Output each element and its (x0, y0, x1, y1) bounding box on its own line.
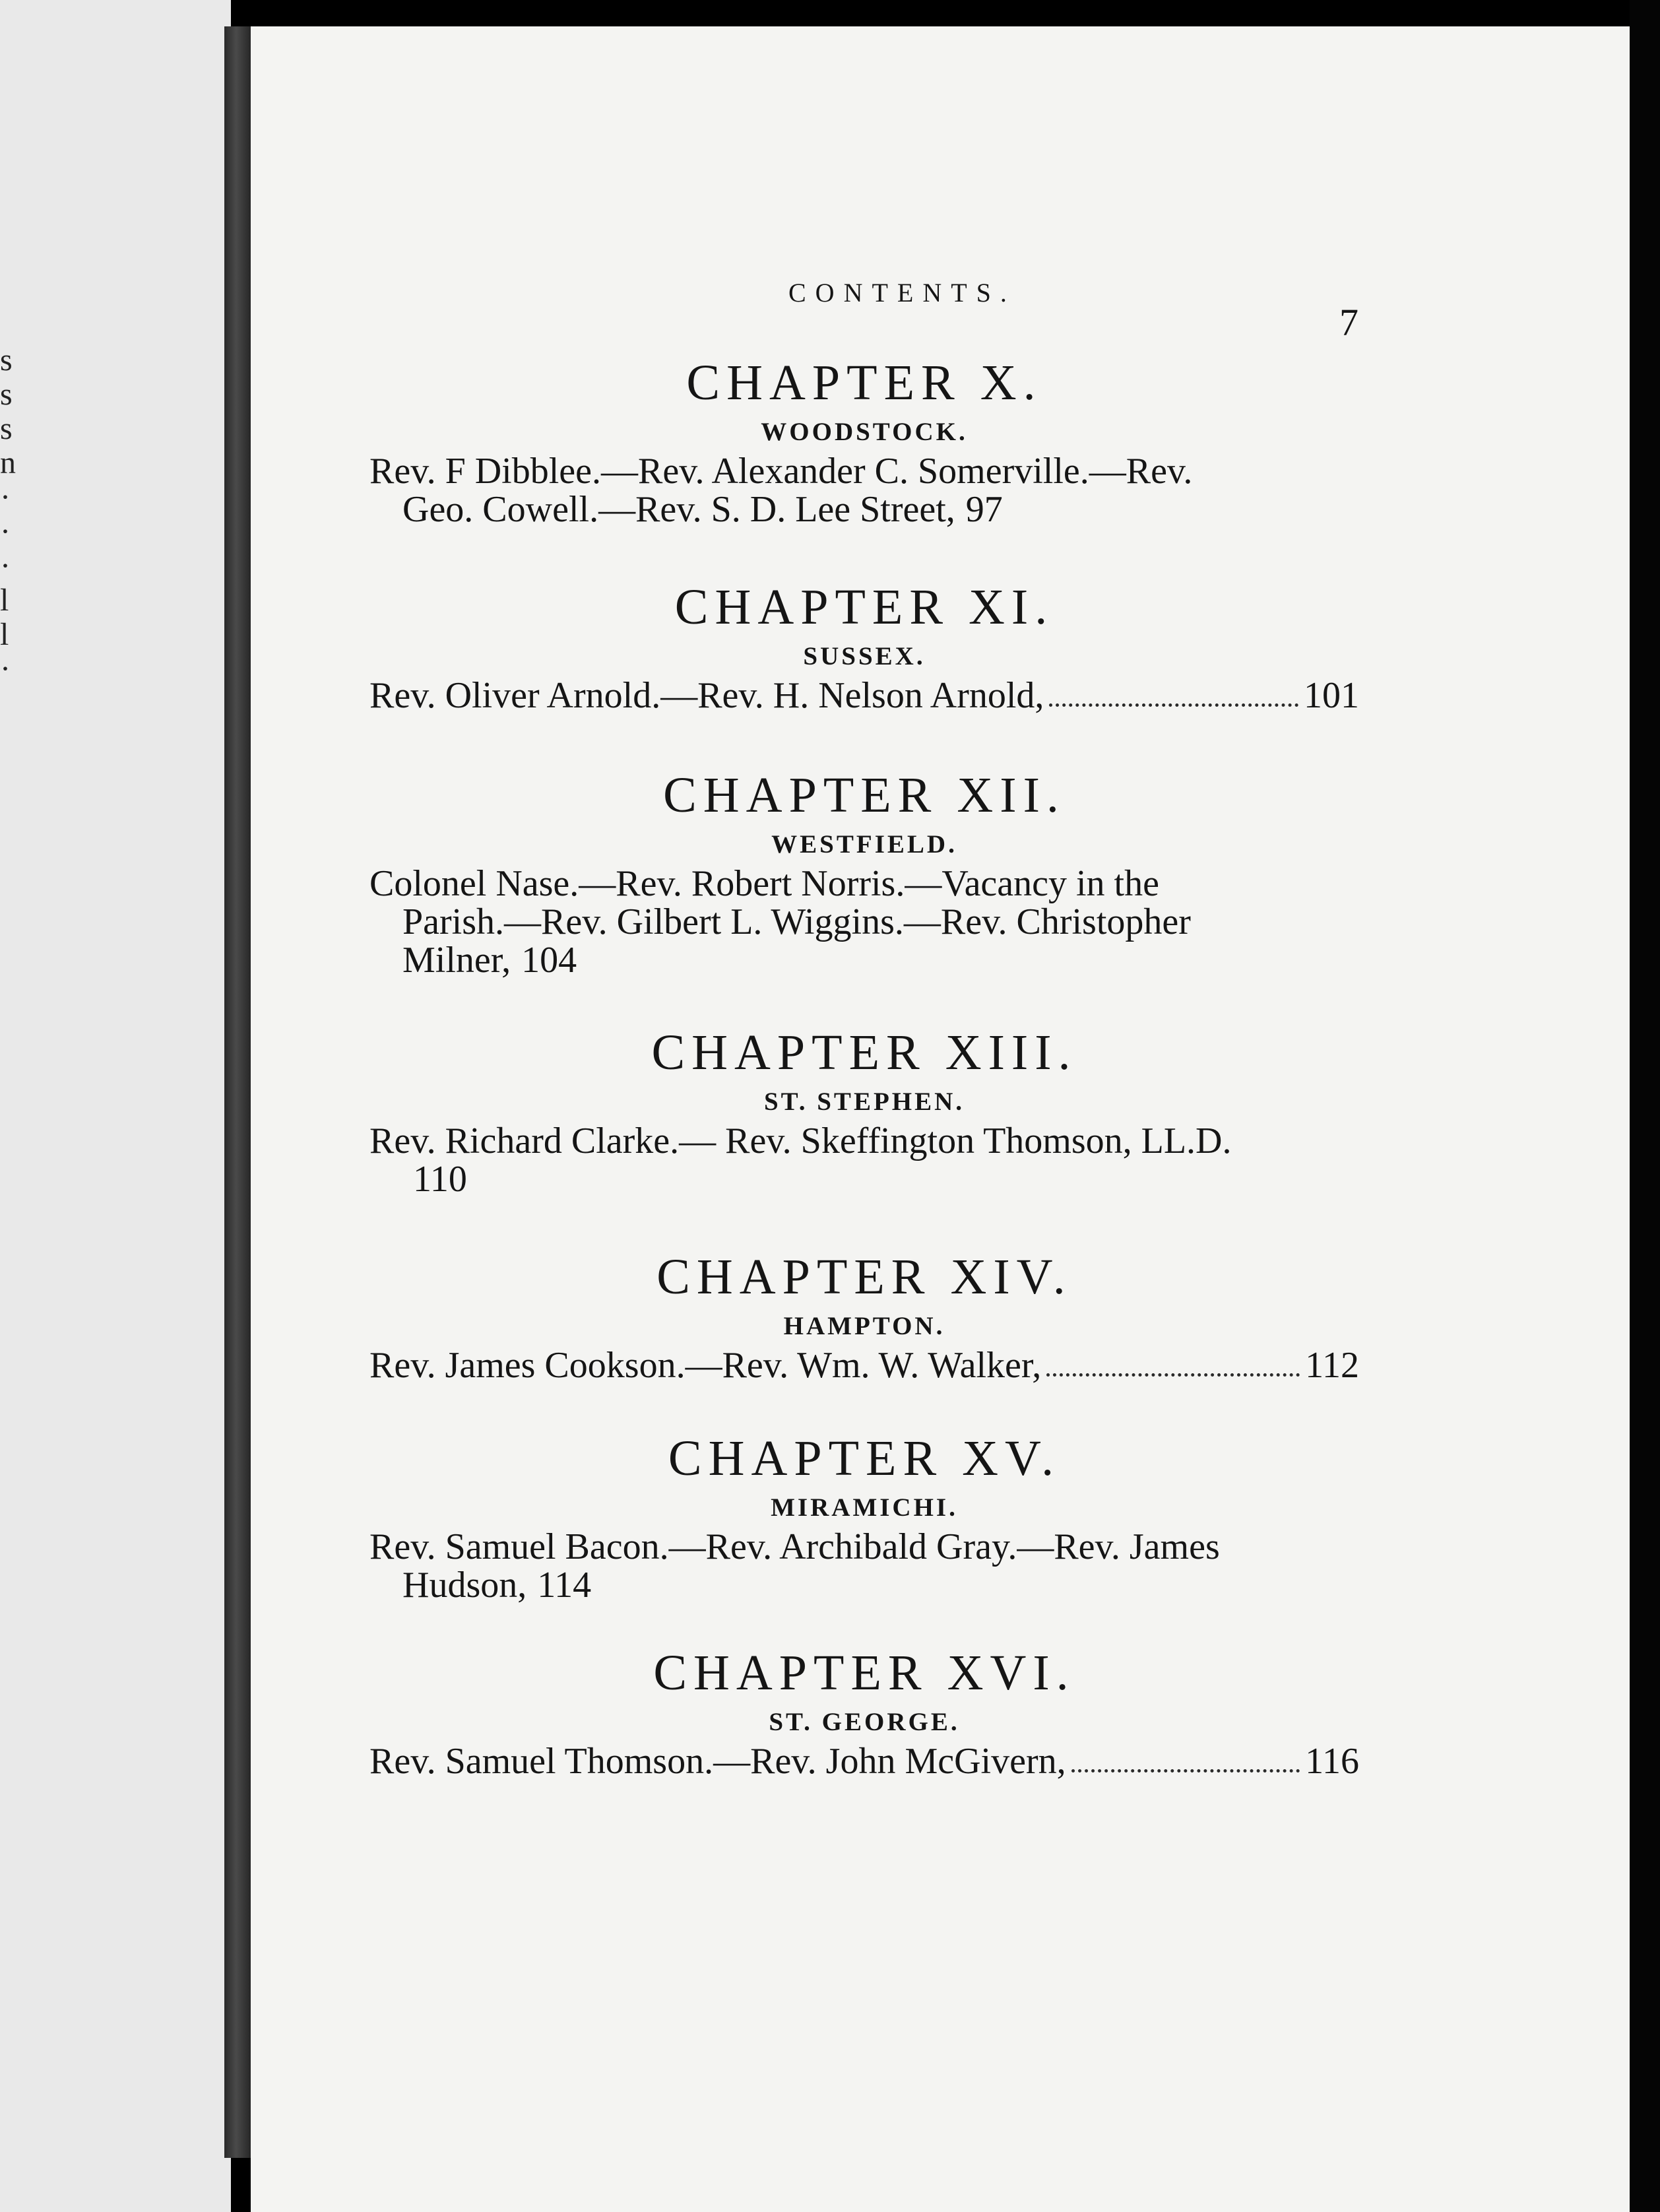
chapter-place: SUSSEX. (803, 642, 926, 670)
entry-line-text: Geo. Cowell.—Rev. S. D. Lee Street, (402, 489, 955, 530)
chapter-xv (369, 1429, 1359, 1604)
page-reference: 101 (1304, 675, 1359, 716)
entry-line-text: Rev. Oliver Arnold.—Rev. H. Nelson Arnold, (369, 675, 1044, 716)
entry-line-with-leaders (369, 1566, 1359, 1604)
left-fragment: · (0, 514, 11, 549)
left-page-text-fragments (0, 343, 26, 686)
entry-line-text: Milner, (402, 940, 511, 981)
entry-line: Parish.—Rev. Gilbert L. Wiggins.—Rev. Christopher (402, 901, 1191, 942)
chapter-xiv (369, 1247, 1359, 1384)
chapter-title: CHAPTER X. (686, 355, 1042, 410)
left-fragment: l (0, 617, 9, 652)
left-fragment: n (0, 445, 16, 480)
chapter-title: CHAPTER XVI. (653, 1645, 1075, 1701)
page-reference: 97 (965, 489, 1003, 530)
left-page-edge (0, 0, 231, 2212)
left-fragment: · (0, 548, 11, 583)
chapter-title: CHAPTER XIII. (651, 1025, 1077, 1080)
chapter-place: WOODSTOCK. (761, 418, 968, 446)
running-head: CONTENTS. (788, 278, 1016, 308)
chapter-place: ST. STEPHEN. (763, 1088, 965, 1116)
entry-line-text: Rev. James Cookson.—Rev. Wm. W. Walker, (369, 1345, 1042, 1386)
entry-line: Rev. Samuel Bacon.—Rev. Archibald Gray.—Rev. James (369, 1526, 1220, 1567)
chapter-entry (369, 1346, 1359, 1384)
chapter-entry (369, 452, 1359, 529)
page-reference: 110 (413, 1159, 467, 1200)
dark-page-edge (1630, 0, 1660, 2212)
entry-line-with-leaders (369, 941, 1359, 979)
page-reference: 116 (1305, 1741, 1359, 1782)
dot-leader (1046, 1373, 1300, 1377)
chapter-place: ST. GEORGE. (769, 1708, 960, 1736)
entry-line: Rev. F Dibblee.—Rev. Alexander C. Somerville.—Rev. (369, 451, 1193, 492)
chapter-place: MIRAMICHI. (771, 1493, 958, 1522)
left-fragment: s (0, 411, 13, 446)
chapter-entry (369, 1742, 1359, 1780)
left-fragment: s (0, 342, 13, 377)
chapter-x (369, 353, 1359, 529)
page-reference: 104 (521, 940, 577, 981)
chapter-entry (369, 1122, 1359, 1198)
left-fragment: l (0, 583, 9, 618)
chapter-xvi (369, 1643, 1359, 1780)
chapter-place: HAMPTON. (783, 1312, 945, 1340)
chapter-title: CHAPTER XI. (674, 579, 1054, 635)
entry-line: Colonel Nase.—Rev. Robert Norris.—Vacancy in the (369, 863, 1159, 904)
chapter-entry (369, 1528, 1359, 1604)
dot-leader (1049, 703, 1298, 707)
page-reference: 114 (537, 1565, 592, 1606)
chapter-entry (369, 676, 1359, 715)
chapter-xi (369, 577, 1359, 715)
page-number: 7 (1339, 301, 1358, 344)
left-fragment: s (0, 377, 13, 412)
entry-line-with-leaders (369, 490, 1359, 529)
left-fragment: · (0, 480, 11, 515)
chapter-place: WESTFIELD. (771, 830, 957, 859)
entry-line-text: Hudson, (402, 1565, 527, 1606)
chapter-xii (369, 765, 1359, 979)
chapter-title: CHAPTER XII. (663, 767, 1066, 823)
chapter-title: CHAPTER XIV. (656, 1249, 1072, 1305)
chapter-title: CHAPTER XV. (668, 1431, 1061, 1486)
chapter-xiii (369, 1023, 1359, 1198)
page-reference: 112 (1305, 1345, 1359, 1386)
left-fragment: · (0, 651, 11, 686)
entry-line-text: Rev. Samuel Thomson.—Rev. John McGivern, (369, 1741, 1066, 1782)
entry-line: Rev. Richard Clarke.— Rev. Skeffington Thomson, LL.D. (369, 1121, 1232, 1161)
dot-leader (1071, 1769, 1300, 1773)
chapter-entry (369, 864, 1359, 979)
entry-line-with-leaders (369, 1160, 1359, 1198)
book-spine-gutter (224, 26, 254, 2158)
